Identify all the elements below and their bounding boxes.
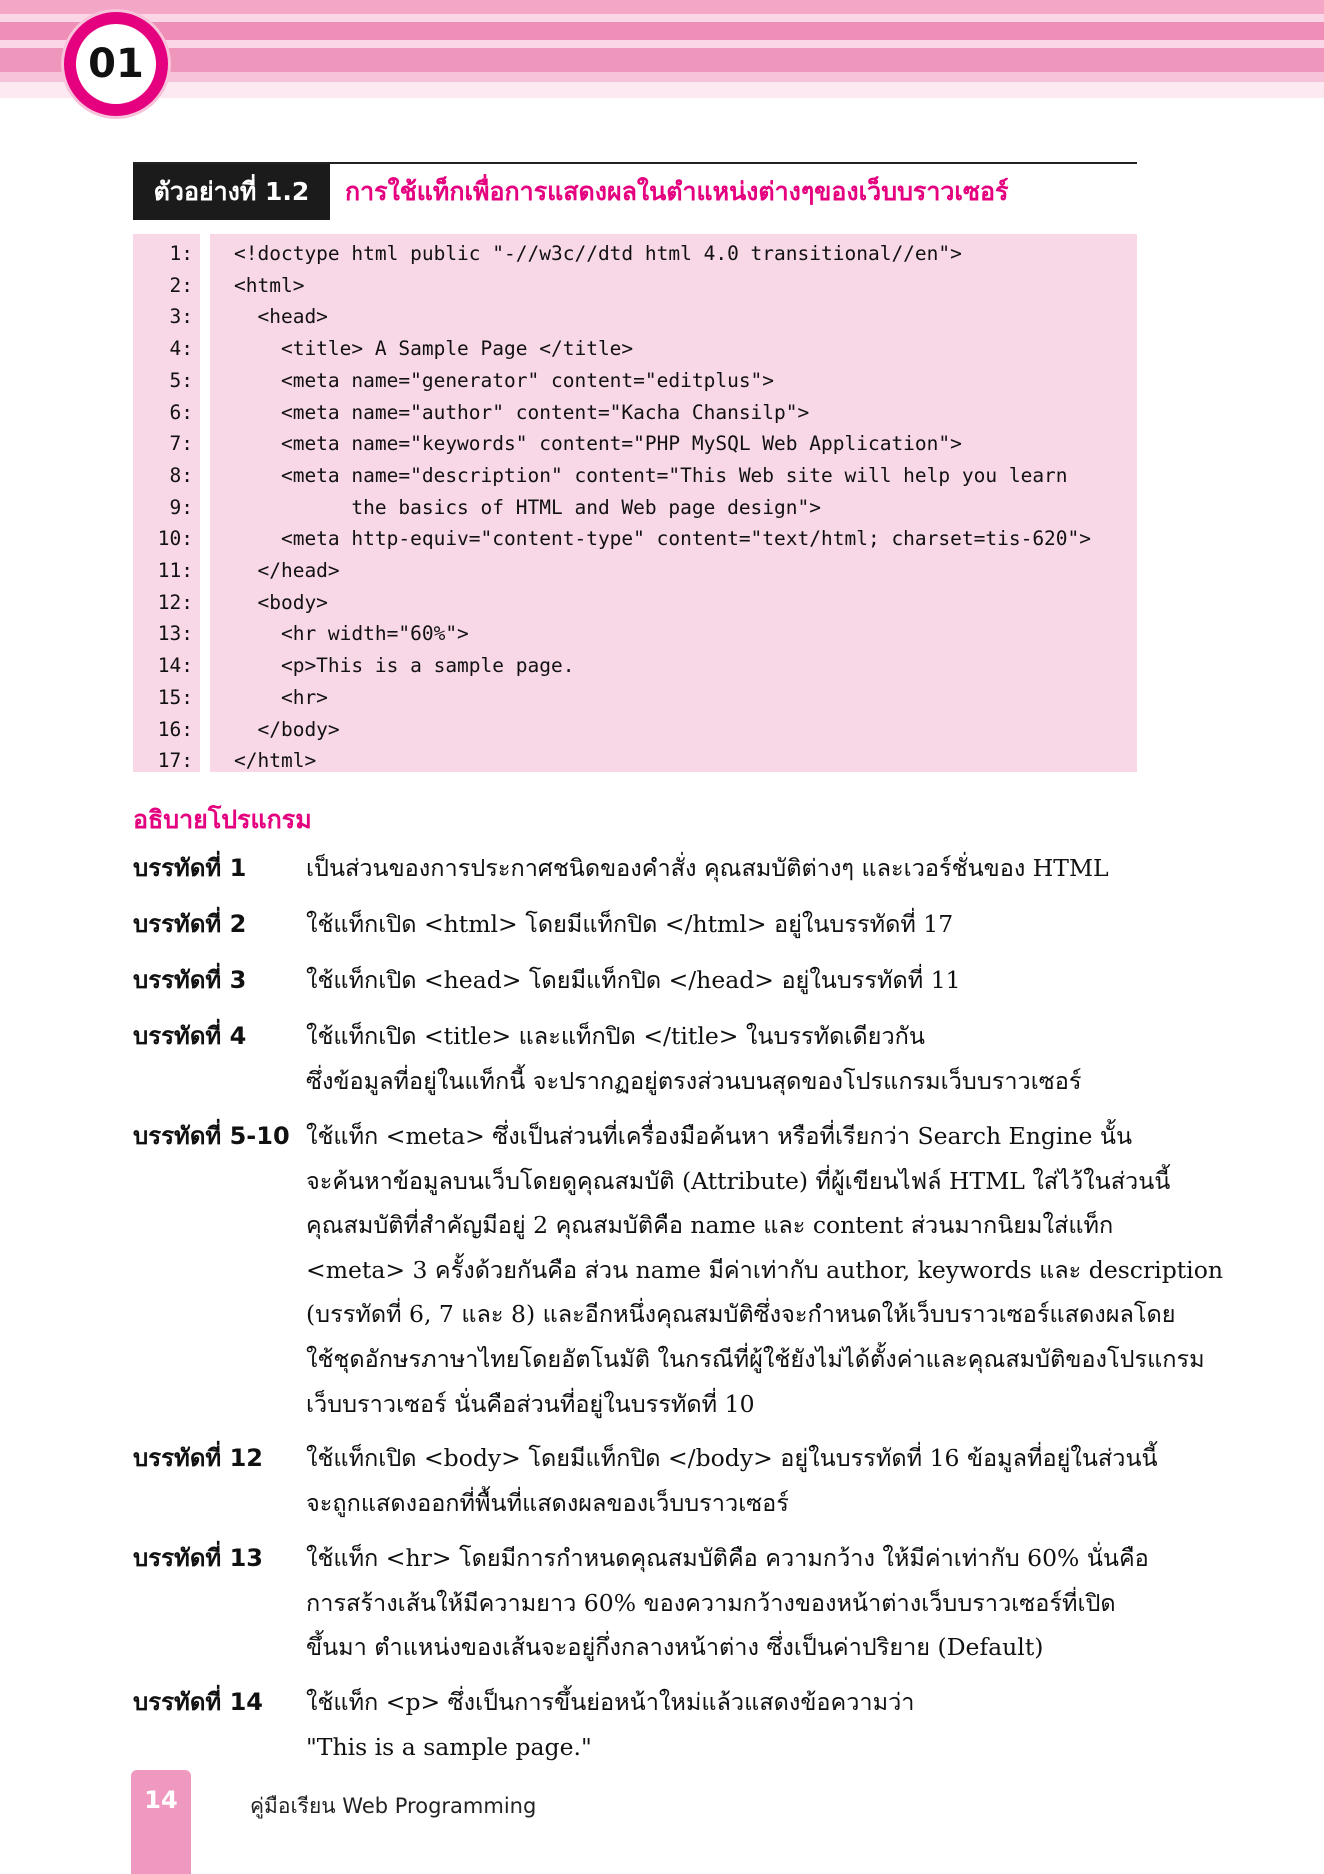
explanation-text: ใช้แท็ก <hr> โดยมีการกำหนดคุณสมบัติคือ ความกว้าง ให้มีค่าเท่ากับ 60% นั่นคือ xyxy=(306,1544,1149,1572)
code-line-text: </body> xyxy=(234,717,340,741)
header-band xyxy=(0,72,1324,82)
code-line-number: 15: xyxy=(157,685,193,709)
code-line-number: 5: xyxy=(169,368,193,392)
code-line-text: <!doctype html public "-//w3c//dtd html 4.0 transitional//en"> xyxy=(234,242,962,265)
code-line-number: 14: xyxy=(157,654,193,678)
code-line-number: 16: xyxy=(157,717,193,741)
explanation-line-label: บรรทัดที่ 3 xyxy=(133,966,247,994)
header-band xyxy=(0,22,1324,40)
example-label: ตัวอย่างที่ 1.2 xyxy=(133,164,330,220)
explanation-text: เป็นส่วนของการประกาศชนิดของคำสั่ง คุณสมบัติต่างๆ และเวอร์ชั่นของ HTML xyxy=(306,854,1109,882)
code-line-text: <body> xyxy=(234,590,328,614)
explanation-line-label: บรรทัดที่ 4 xyxy=(133,1022,247,1050)
explanation-text: ใช้แท็กเปิด <head> โดยมีแท็กปิด </head> อยู่ในบรรทัดที่ 11 xyxy=(306,966,961,994)
example-title: การใช้แท็กเพื่อการแสดงผลในตำแหน่งต่างๆของเว็บบราวเซอร์ xyxy=(345,177,1009,206)
explanation-text: ซึ่งข้อมูลที่อยู่ในแท็กนี้ จะปรากฏอยู่ตรงส่วนบนสุดของโปรแกรมเว็บบราวเซอร์ xyxy=(306,1066,1082,1095)
explanation-text: ใช้แท็กเปิด <title> และแท็กปิด </title> ในบรรทัดเดียวกัน xyxy=(306,1022,925,1050)
code-line-text: <p>This is a sample page. xyxy=(234,654,575,678)
code-line-text: <meta name="author" content="Kacha Chansilp"> xyxy=(234,400,810,424)
explanation-text: ขึ้นมา ตำแหน่งของเส้นจะอยู่กึ่งกลางหน้าต่าง ซึ่งเป็นค่าปริยาย (Default) xyxy=(306,1633,1044,1662)
code-line-text: <hr> xyxy=(234,685,328,709)
book-title: คู่มือเรียน Web Programming xyxy=(250,1794,537,1818)
code-line-text: <hr width="60%"> xyxy=(234,622,469,646)
code-line-text: <title> A Sample Page </title> xyxy=(234,337,634,361)
header-band xyxy=(0,14,1324,22)
explanation-text: ใช้แท็กเปิด <html> โดยมีแท็กปิด </html> อยู่ในบรรทัดที่ 17 xyxy=(306,910,954,938)
code-line-text: the basics of HTML and Web page design"> xyxy=(234,495,821,519)
code-line-number: 8: xyxy=(169,463,193,487)
code-line-number: 6: xyxy=(169,400,193,424)
explanation-text: ใช้แท็ก <p> ซึ่งเป็นการขึ้นย่อหน้าใหม่แล้วแสดงข้อความว่า xyxy=(306,1688,915,1716)
explanation-text: คุณสมบัติที่สำคัญมีอยู่ 2 คุณสมบัติคือ name และ content ส่วนมากนิยมใส่แท็ก xyxy=(306,1211,1114,1240)
explanation-line-label: บรรทัดที่ 12 xyxy=(133,1444,263,1472)
explanation-text: <meta> 3 ครั้งด้วยกันคือ ส่วน name มีค่าเท่ากับ author, keywords และ description xyxy=(306,1255,1223,1284)
code-line-number: 2: xyxy=(169,273,193,297)
explanation-line-label: บรรทัดที่ 5-10 xyxy=(133,1122,290,1150)
code-line-number: 12: xyxy=(157,590,193,614)
code-line-text: <html> xyxy=(234,273,305,297)
explanation-text: จะถูกแสดงออกที่พื้นที่แสดงผลของเว็บบราวเซอร์ xyxy=(306,1488,789,1517)
explanation-text: เว็บบราวเซอร์ นั่นคือส่วนที่อยู่ในบรรทัดที่ 10 xyxy=(306,1389,755,1418)
code-line-number: 4: xyxy=(169,337,193,361)
section-heading: อธิบายโปรแกรม xyxy=(133,805,312,834)
chapter-badge xyxy=(64,12,168,116)
code-line-text: <meta name="generator" content="editplus"> xyxy=(234,368,775,392)
header-band xyxy=(0,0,1324,14)
code-line-text: <meta http-equiv="content-type" content="text/html; charset=tis-620"> xyxy=(234,527,1092,551)
code-line-number: 3: xyxy=(169,305,193,329)
explanation-text: จะค้นหาข้อมูลบนเว็บโดยดูคุณสมบัติ (Attribute) ที่ผู้เขียนไฟล์ HTML ใส่ไว้ในส่วนนี้ xyxy=(306,1166,1171,1195)
page-number: 14 xyxy=(144,1786,178,1814)
code-line-number: 11: xyxy=(157,559,193,582)
explanation-text: (บรรทัดที่ 6, 7 และ 8) และอีกหนึ่งคุณสมบัติซึ่งจะกำหนดให้เว็บบราวเซอร์แสดงผลโดย xyxy=(306,1300,1176,1329)
code-line-text: </head> xyxy=(234,559,340,582)
code-line-text: <head> xyxy=(234,305,328,329)
code-line-number: 7: xyxy=(169,432,193,456)
code-line-number: 10: xyxy=(157,527,193,551)
header-band xyxy=(0,82,1324,98)
code-line-text: <meta name="description" content="This Web site will help you learn xyxy=(234,463,1068,487)
explanation-text: การสร้างเส้นให้มีความยาว 60% ของความกว้างของหน้าต่างเว็บบราวเซอร์ที่เปิด xyxy=(306,1588,1116,1617)
code-line-number: 13: xyxy=(157,622,193,646)
code-line-text: </html> xyxy=(234,749,317,773)
explanation-line-label: บรรทัดที่ 13 xyxy=(133,1544,263,1572)
chapter-number: 01 xyxy=(76,24,156,104)
code-line-text: <meta name="keywords" content="PHP MySQL Web Application"> xyxy=(234,432,962,456)
explanation-line-label: บรรทัดที่ 1 xyxy=(133,854,247,882)
code-line-number: 9: xyxy=(169,495,193,519)
explanation-text: ใช้แท็ก <meta> ซึ่งเป็นส่วนที่เครื่องมือค้นหา หรือที่เรียกว่า Search Engine นั้น xyxy=(306,1122,1133,1150)
explanation-text: ใช้แท็กเปิด <body> โดยมีแท็กปิด </body> อยู่ในบรรทัดที่ 16 ข้อมูลที่อยู่ในส่วนนี้ xyxy=(306,1444,1158,1472)
explanation-text: "This is a sample page." xyxy=(306,1732,592,1761)
explanation-text: ใช้ชุดอักษรภาษาไทยโดยอัตโนมัติ ในกรณีที่ผู้ใช้ยังไม่ได้ตั้งค่าและคุณสมบัติของโปรแกรม xyxy=(306,1345,1205,1373)
explanation-line-label: บรรทัดที่ 2 xyxy=(133,910,247,938)
code-line-number: 1: xyxy=(169,242,193,265)
header-band xyxy=(0,48,1324,72)
code-line-number: 17: xyxy=(157,749,193,773)
explanation-line-label: บรรทัดที่ 14 xyxy=(133,1688,263,1716)
header-band xyxy=(0,40,1324,48)
